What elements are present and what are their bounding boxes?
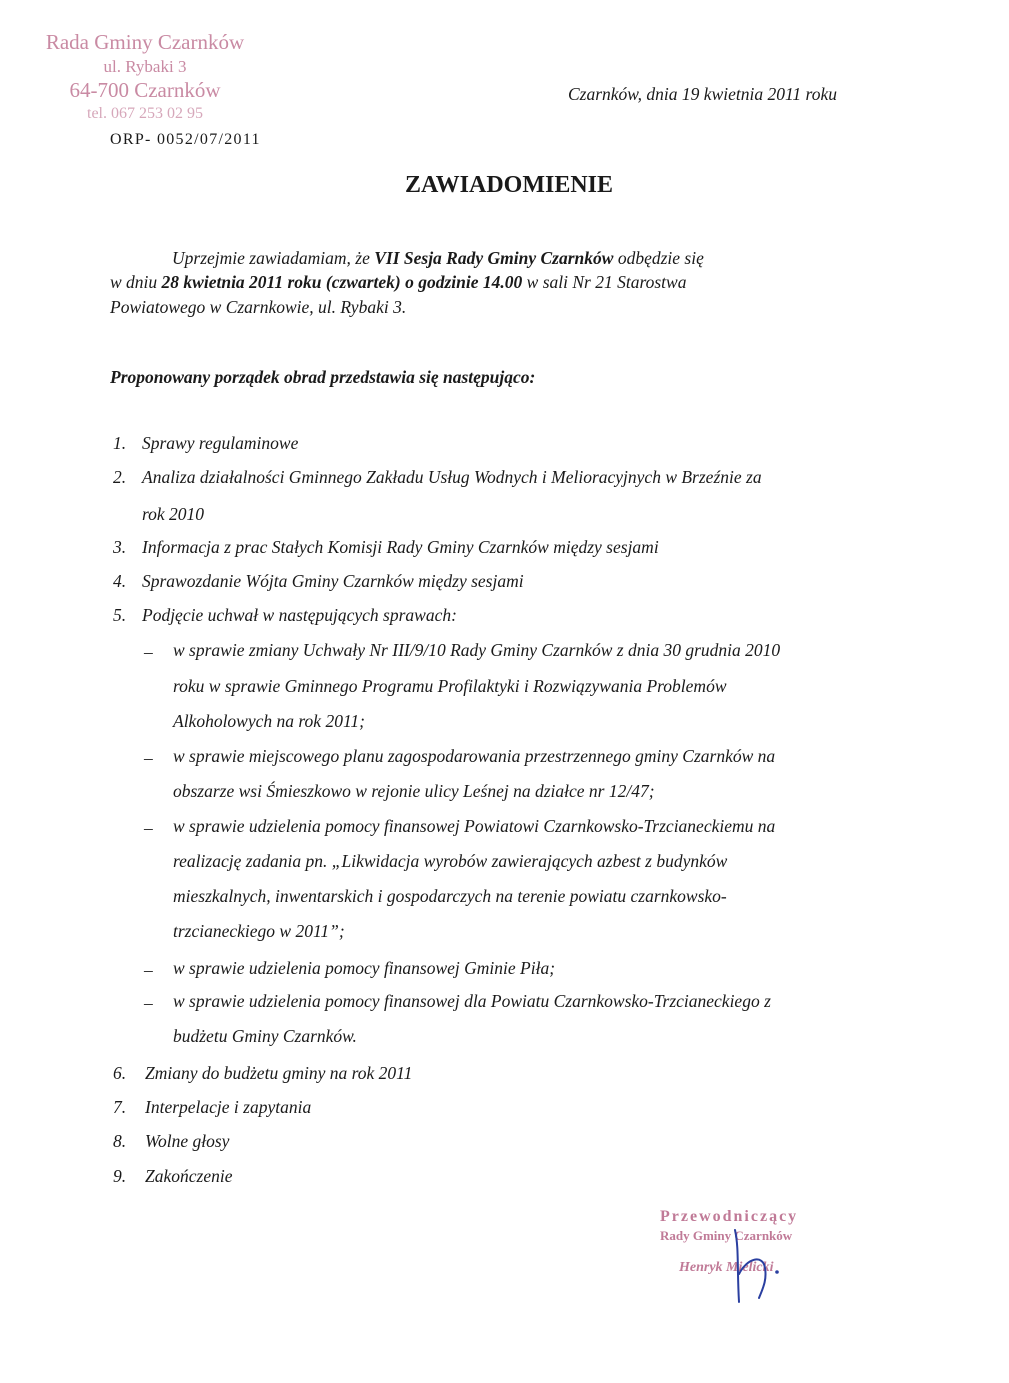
- resolution-line: realizację zadania pn. „Likwidacja wyrobów zawierających azbest z budynków: [173, 851, 728, 871]
- handwritten-signature: [725, 1228, 795, 1308]
- agenda-item: Sprawy regulaminowe: [142, 433, 299, 453]
- intro-line-1: [172, 248, 704, 269]
- intro-line-2: [110, 272, 686, 293]
- agenda-item: Interpelacje i zapytania: [145, 1097, 312, 1117]
- agenda-item: Zmiany do budżetu gminy na rok 2011: [145, 1063, 413, 1083]
- session-datetime: 28 kwietnia 2011 roku (czwartek) o godzinie 14.00: [161, 272, 523, 292]
- resolution-dash: –: [144, 748, 153, 768]
- page-title: ZAWIADOMIENIE: [405, 172, 614, 198]
- stamp-street: ul. Rybaki 3: [103, 57, 187, 76]
- resolution-line: budżetu Gminy Czarnków.: [173, 1026, 357, 1046]
- resolution-line: w sprawie udzielenia pomocy finansowej dla Powiatu Czarnkowsko-Trzcianeckiego z: [173, 991, 771, 1011]
- stamp-phone: tel. 067 253 02 95: [87, 105, 203, 122]
- agenda-num: 9.: [113, 1166, 127, 1186]
- place-date: Czarnków, dnia 19 kwietnia 2011 roku: [568, 84, 837, 104]
- agenda-num: 1.: [113, 433, 127, 453]
- resolution-dash: –: [144, 960, 153, 980]
- agenda-num: 4.: [113, 571, 127, 591]
- resolution-dash: –: [144, 818, 153, 838]
- agenda-item-cont: rok 2010: [142, 504, 205, 524]
- resolution-line: w sprawie zmiany Uchwały Nr III/9/10 Rady Gminy Czarnków z dnia 30 grudnia 2010: [173, 640, 781, 660]
- signature-name: Henryk Mielicki: [679, 1260, 774, 1275]
- agenda-item: Wolne głosy: [145, 1131, 230, 1151]
- intro-line-3: Powiatowego w Czarnkowie, ul. Rybaki 3.: [110, 297, 407, 317]
- agenda-num: 5.: [113, 605, 127, 625]
- resolution-line: w sprawie udzielenia pomocy finansowej Gminie Piła;: [173, 958, 556, 978]
- agenda-item: Zakończenie: [145, 1166, 233, 1186]
- agenda-num: 8.: [113, 1131, 127, 1151]
- resolution-line: Alkoholowych na rok 2011;: [173, 711, 365, 731]
- agenda-item: Podjęcie uchwał w następujących sprawach:: [142, 605, 457, 625]
- stamp-org-name: Rada Gminy Czarnków: [45, 30, 245, 54]
- agenda-heading: Proponowany porządek obrad przedstawia się następująco:: [110, 367, 536, 387]
- agenda-num: 3.: [113, 537, 127, 557]
- signature-council: Rady Gminy Czarnków: [660, 1228, 793, 1243]
- agenda-num: 7.: [113, 1097, 127, 1117]
- agenda-item: Sprawozdanie Wójta Gminy Czarnków między sesjami: [142, 571, 524, 591]
- signature-title: Przewodniczący: [660, 1208, 799, 1225]
- agenda-item: Informacja z prac Stałych Komisji Rady Gminy Czarnków między sesjami: [142, 537, 659, 557]
- agenda-item: Analiza działalności Gminnego Zakładu Usług Wodnych i Melioracyjnych w Brzeźnie za: [142, 467, 762, 487]
- resolution-dash: –: [144, 993, 153, 1013]
- resolution-line: w sprawie miejscowego planu zagospodarowania przestrzennego gminy Czarnków na: [173, 746, 776, 766]
- intro-text: Uprzejmie zawiadamiam, że: [172, 248, 375, 268]
- resolution-dash: –: [144, 642, 153, 662]
- intro-text: w sali Nr 21 Starostwa: [522, 272, 687, 292]
- resolution-line: w sprawie udzielenia pomocy finansowej Powiatowi Czarnkowsko-Trzcianeckiemu na: [173, 816, 776, 836]
- intro-text: w dniu: [110, 272, 162, 292]
- resolution-line: mieszkalnych, inwentarskich i gospodarczych na terenie powiatu czarnkowsko-: [173, 886, 727, 906]
- reference-number: ORP- 0052/07/2011: [110, 131, 261, 148]
- agenda-num: 6.: [113, 1063, 127, 1083]
- intro-text: odbędzie się: [613, 248, 704, 268]
- resolution-line: obszarze wsi Śmieszkowo w rejonie ulicy Leśnej na działce nr 12/47;: [173, 781, 655, 801]
- resolution-line: roku w sprawie Gminnego Programu Profilaktyki i Rozwiązywania Problemów: [173, 676, 727, 696]
- agenda-num: 2.: [113, 467, 127, 487]
- stamp-postcode-city: 64-700 Czarnków: [69, 78, 221, 102]
- session-name: VII Sesja Rady Gminy Czarnków: [374, 248, 614, 268]
- resolution-line: trzcianeckiego w 2011”;: [173, 921, 345, 941]
